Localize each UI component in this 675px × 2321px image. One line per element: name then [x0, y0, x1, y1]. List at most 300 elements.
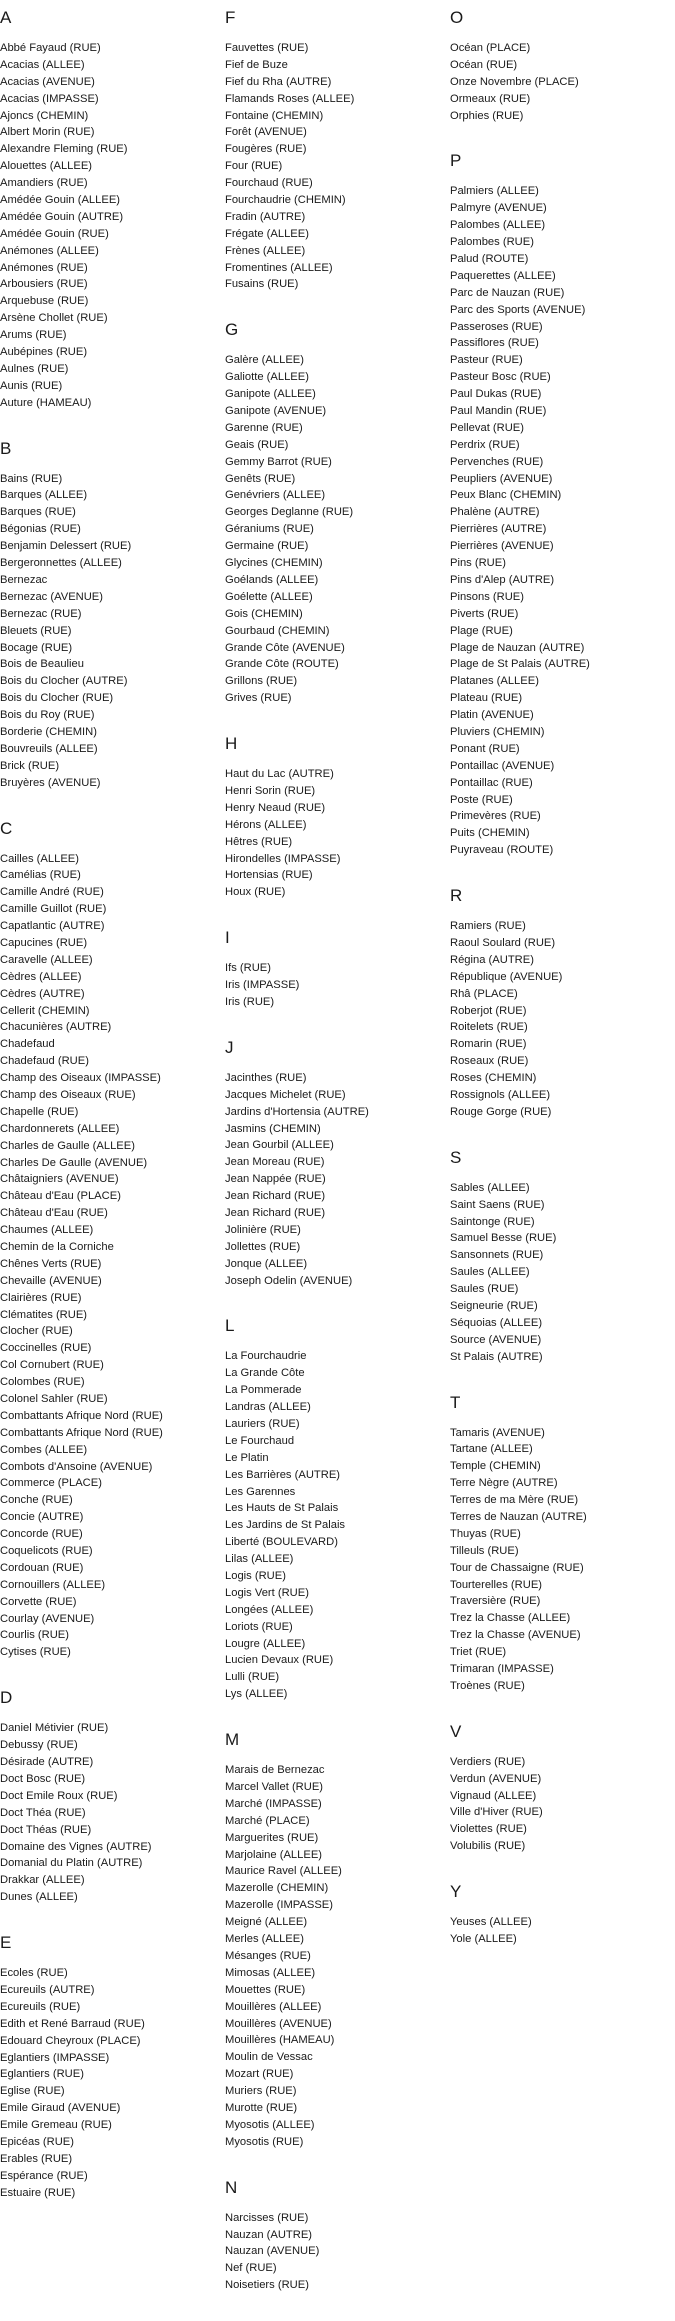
- street-link[interactable]: Tourterelles (RUE): [450, 1578, 543, 1591]
- street-link[interactable]: Les Garennes: [225, 1485, 296, 1498]
- street-link[interactable]: Pinsons (RUE): [450, 590, 524, 603]
- street-link[interactable]: Marché (PLACE): [225, 1814, 310, 1827]
- street-link[interactable]: Clocher (RUE): [0, 1325, 73, 1338]
- street-link[interactable]: Bernezac (RUE): [0, 607, 82, 620]
- street-link[interactable]: Commerce (PLACE): [0, 1477, 102, 1490]
- street-link[interactable]: Domaine des Vignes (AUTRE): [0, 1840, 152, 1853]
- street-link[interactable]: Plage (RUE): [450, 624, 513, 637]
- street-link[interactable]: Champ des Oiseaux (IMPASSE): [0, 1072, 161, 1085]
- street-link[interactable]: Pasteur (RUE): [450, 354, 523, 367]
- street-link[interactable]: Edouard Cheyroux (PLACE): [0, 2034, 141, 2047]
- street-link[interactable]: Géraniums (RUE): [225, 523, 314, 536]
- street-link[interactable]: Fromentines (ALLEE): [225, 261, 333, 274]
- street-link[interactable]: Mouillères (HAMEAU): [225, 2034, 335, 2047]
- street-link[interactable]: Jasmins (CHEMIN): [225, 1122, 321, 1135]
- street-link[interactable]: Chardonnerets (ALLEE): [0, 1122, 120, 1135]
- street-link[interactable]: Galiotte (ALLEE): [225, 371, 309, 384]
- street-link[interactable]: La Pommerade: [225, 1384, 302, 1397]
- street-link[interactable]: Benjamin Delessert (RUE): [0, 540, 132, 553]
- street-link[interactable]: Troènes (RUE): [450, 1679, 525, 1692]
- street-link[interactable]: Ecureuils (AUTRE): [0, 1983, 95, 1996]
- street-link[interactable]: Genévriers (ALLEE): [225, 489, 326, 502]
- street-link[interactable]: Eglantiers (IMPASSE): [0, 2051, 110, 2064]
- street-link[interactable]: Combattants Afrique Nord (RUE): [0, 1409, 163, 1422]
- street-link[interactable]: Palombes (RUE): [450, 236, 534, 249]
- street-link[interactable]: Bernezac (AVENUE): [0, 590, 103, 603]
- street-link[interactable]: Chacunières (AUTRE): [0, 1021, 112, 1034]
- street-link[interactable]: Pierrières (AUTRE): [450, 523, 547, 536]
- street-link[interactable]: Piverts (RUE): [450, 607, 519, 620]
- street-link[interactable]: Parc de Nauzan (RUE): [450, 286, 565, 299]
- street-link[interactable]: Saintonge (RUE): [450, 1215, 535, 1228]
- street-link[interactable]: Château d'Eau (PLACE): [0, 1190, 121, 1203]
- street-link[interactable]: Bois du Roy (RUE): [0, 709, 95, 722]
- street-link[interactable]: Alouettes (ALLEE): [0, 160, 93, 173]
- street-link[interactable]: Genêts (RUE): [225, 472, 296, 485]
- street-link[interactable]: Four (RUE): [225, 160, 283, 173]
- street-link[interactable]: Gemmy Barrot (RUE): [225, 455, 332, 468]
- street-link[interactable]: Amédée Gouin (RUE): [0, 227, 109, 240]
- street-link[interactable]: Vignaud (ALLEE): [450, 1789, 537, 1802]
- street-link[interactable]: Borderie (CHEMIN): [0, 725, 97, 738]
- street-link[interactable]: Daniel Métivier (RUE): [0, 1722, 109, 1735]
- street-link[interactable]: Erables (RUE): [0, 2152, 73, 2165]
- street-link[interactable]: Jonque (ALLEE): [225, 1257, 308, 1270]
- street-link[interactable]: Marché (IMPASSE): [225, 1797, 322, 1810]
- street-link[interactable]: Trimaran (IMPASSE): [450, 1663, 554, 1676]
- street-link[interactable]: Nef (RUE): [225, 2262, 277, 2275]
- street-link[interactable]: Jean Nappée (RUE): [225, 1173, 326, 1186]
- street-link[interactable]: Col Cornubert (RUE): [0, 1359, 104, 1372]
- street-link[interactable]: Combattants Afrique Nord (RUE): [0, 1426, 163, 1439]
- street-link[interactable]: Marjolaine (ALLEE): [225, 1848, 323, 1861]
- street-link[interactable]: Pontaillac (AVENUE): [450, 759, 555, 772]
- street-link[interactable]: Marais de Bernezac: [225, 1764, 325, 1777]
- street-link[interactable]: Les Jardins de St Palais: [225, 1519, 346, 1532]
- street-link[interactable]: Bergeronnettes (ALLEE): [0, 557, 122, 570]
- street-link[interactable]: Charles de Gaulle (ALLEE): [0, 1139, 135, 1152]
- street-link[interactable]: Jean Gourbil (ALLEE): [225, 1139, 334, 1152]
- street-link[interactable]: Château d'Eau (RUE): [0, 1207, 108, 1220]
- street-link[interactable]: Debussy (RUE): [0, 1739, 78, 1752]
- street-link[interactable]: Chênes Verts (RUE): [0, 1257, 102, 1270]
- street-link[interactable]: Germaine (RUE): [225, 540, 309, 553]
- street-link[interactable]: Séquoias (ALLEE): [450, 1316, 543, 1329]
- street-link[interactable]: Les Hauts de St Palais: [225, 1502, 339, 1515]
- street-link[interactable]: Bains (RUE): [0, 472, 63, 485]
- street-link[interactable]: Seigneurie (RUE): [450, 1300, 538, 1312]
- street-link[interactable]: Dunes (ALLEE): [0, 1891, 78, 1904]
- street-link[interactable]: Verdun (AVENUE): [450, 1772, 542, 1785]
- street-link[interactable]: Thuyas (RUE): [450, 1527, 521, 1540]
- street-link[interactable]: Passeroses (RUE): [450, 320, 543, 333]
- street-link[interactable]: Ecureuils (RUE): [0, 2000, 81, 2013]
- street-link[interactable]: Doct Emile Roux (RUE): [0, 1789, 118, 1802]
- street-link[interactable]: Saules (ALLEE): [450, 1266, 530, 1279]
- street-link[interactable]: Garenne (RUE): [225, 421, 303, 434]
- street-link[interactable]: Doct Théa (RUE): [0, 1806, 86, 1819]
- street-link[interactable]: Poste (RUE): [450, 793, 513, 806]
- street-link[interactable]: Aubépines (RUE): [0, 346, 88, 359]
- street-link[interactable]: Pluviers (CHEMIN): [450, 725, 545, 738]
- street-link[interactable]: Amandiers (RUE): [0, 177, 88, 190]
- street-link[interactable]: Cèdres (AUTRE): [0, 987, 85, 1000]
- street-link[interactable]: Pontaillac (RUE): [450, 776, 533, 789]
- street-link[interactable]: Chapelle (RUE): [0, 1105, 79, 1118]
- street-link[interactable]: Epicéas (RUE): [0, 2135, 74, 2148]
- street-link[interactable]: Roitelets (RUE): [450, 1021, 528, 1034]
- street-link[interactable]: Lucien Devaux (RUE): [225, 1654, 334, 1667]
- street-link[interactable]: Doct Bosc (RUE): [0, 1772, 86, 1785]
- street-link[interactable]: Barques (ALLEE): [0, 489, 88, 502]
- street-link[interactable]: Bois du Clocher (RUE): [0, 692, 114, 705]
- street-link[interactable]: Emile Giraud (AVENUE): [0, 2102, 121, 2115]
- street-link[interactable]: Amédée Gouin (ALLEE): [0, 194, 121, 207]
- street-link[interactable]: Paul Mandin (RUE): [450, 405, 547, 418]
- street-link[interactable]: Amédée Gouin (AUTRE): [0, 210, 124, 223]
- street-link[interactable]: Courlay (AVENUE): [0, 1612, 95, 1625]
- street-link[interactable]: Nauzan (AUTRE): [225, 2228, 313, 2241]
- street-link[interactable]: Goélette (ALLEE): [225, 590, 313, 603]
- street-link[interactable]: Capucines (RUE): [0, 936, 88, 949]
- street-link[interactable]: Coccinelles (RUE): [0, 1342, 92, 1355]
- street-link[interactable]: Verdiers (RUE): [450, 1755, 526, 1768]
- street-link[interactable]: Forêt (AVENUE): [225, 126, 307, 139]
- street-link[interactable]: Marcel Vallet (RUE): [225, 1781, 324, 1794]
- street-link[interactable]: Muriers (RUE): [225, 2085, 297, 2098]
- street-link[interactable]: Mouillères (ALLEE): [225, 2000, 322, 2013]
- street-link[interactable]: Ganipote (ALLEE): [225, 388, 316, 401]
- street-link[interactable]: Ganipote (AVENUE): [225, 405, 327, 418]
- street-link[interactable]: Jean Moreau (RUE): [225, 1156, 325, 1169]
- street-link[interactable]: Arbousiers (RUE): [0, 278, 88, 291]
- street-link[interactable]: Tilleuls (RUE): [450, 1544, 519, 1557]
- street-link[interactable]: Lilas (ALLEE): [225, 1553, 294, 1566]
- street-link[interactable]: Jean Richard (RUE): [225, 1190, 326, 1203]
- street-link[interactable]: Acacias (AVENUE): [0, 75, 95, 88]
- street-link[interactable]: Bruyères (AVENUE): [0, 776, 101, 789]
- street-link[interactable]: Concie (AUTRE): [0, 1511, 84, 1524]
- street-link[interactable]: Chaumes (ALLEE): [0, 1224, 94, 1237]
- street-link[interactable]: Doct Théas (RUE): [0, 1823, 92, 1836]
- street-link[interactable]: Coquelicots (RUE): [0, 1545, 93, 1558]
- street-link[interactable]: Lulli (RUE): [225, 1671, 280, 1684]
- street-link[interactable]: Puyraveau (ROUTE): [450, 844, 554, 857]
- street-link[interactable]: Sables (ALLEE): [450, 1181, 530, 1194]
- street-link[interactable]: Conche (RUE): [0, 1494, 73, 1507]
- street-link[interactable]: Corvette (RUE): [0, 1595, 77, 1608]
- street-link[interactable]: Iris (RUE): [225, 995, 275, 1008]
- street-link[interactable]: Aunis (RUE): [0, 379, 63, 392]
- street-link[interactable]: Jacques Michelet (RUE): [225, 1088, 346, 1101]
- street-link[interactable]: Onze Novembre (PLACE): [450, 75, 579, 88]
- street-link[interactable]: Saules (RUE): [450, 1283, 519, 1296]
- street-link[interactable]: Fauvettes (RUE): [225, 42, 309, 54]
- street-link[interactable]: Arsène Chollet (RUE): [0, 312, 108, 325]
- street-link[interactable]: Bocage (RUE): [0, 641, 73, 654]
- street-link[interactable]: Frégate (ALLEE): [225, 227, 309, 240]
- street-link[interactable]: Parc des Sports (AVENUE): [450, 303, 586, 316]
- street-link[interactable]: Espérance (RUE): [0, 2169, 88, 2182]
- street-link[interactable]: Ramiers (RUE): [450, 920, 526, 933]
- street-link[interactable]: Gois (CHEMIN): [225, 607, 303, 620]
- street-link[interactable]: Pins (RUE): [450, 557, 506, 570]
- street-link[interactable]: Clairières (RUE): [0, 1291, 82, 1304]
- street-link[interactable]: Eglantiers (RUE): [0, 2068, 84, 2081]
- street-link[interactable]: Régina (AUTRE): [450, 953, 534, 966]
- street-link[interactable]: Hortensias (RUE): [225, 869, 313, 882]
- street-link[interactable]: Brick (RUE): [0, 759, 60, 772]
- street-link[interactable]: Terres de ma Mère (RUE): [450, 1494, 579, 1507]
- street-link[interactable]: Roseaux (RUE): [450, 1055, 529, 1068]
- street-link[interactable]: Liberté (BOULEVARD): [225, 1536, 338, 1549]
- street-link[interactable]: Bégonias (RUE): [0, 523, 81, 536]
- street-link[interactable]: Logis Vert (RUE): [225, 1586, 309, 1599]
- street-link[interactable]: Fougères (RUE): [225, 143, 307, 156]
- street-link[interactable]: Gourbaud (CHEMIN): [225, 624, 330, 637]
- street-link[interactable]: Moulin de Vessac: [225, 2051, 313, 2064]
- street-link[interactable]: Raoul Soulard (RUE): [450, 936, 556, 949]
- street-link[interactable]: Volubilis (RUE): [450, 1840, 526, 1853]
- street-link[interactable]: Colonel Sahler (RUE): [0, 1393, 108, 1406]
- street-link[interactable]: Jolinière (RUE): [225, 1223, 301, 1236]
- street-link[interactable]: Mazerolle (CHEMIN): [225, 1882, 329, 1895]
- street-link[interactable]: Capatlantic (AUTRE): [0, 920, 105, 933]
- street-link[interactable]: Lys (ALLEE): [225, 1688, 288, 1701]
- street-link[interactable]: Paquerettes (ALLEE): [450, 269, 556, 282]
- street-link[interactable]: Loriots (RUE): [225, 1620, 293, 1633]
- street-link[interactable]: Tamaris (AVENUE): [450, 1426, 545, 1439]
- street-link[interactable]: Cordouan (RUE): [0, 1561, 84, 1574]
- street-link[interactable]: Mouillères (AVENUE): [225, 2017, 332, 2030]
- street-link[interactable]: Iris (IMPASSE): [225, 979, 300, 992]
- street-link[interactable]: Auture (HAMEAU): [0, 396, 92, 409]
- street-link[interactable]: Bois du Clocher (AUTRE): [0, 675, 128, 688]
- street-link[interactable]: Arquebuse (RUE): [0, 295, 89, 308]
- street-link[interactable]: Georges Deglanne (RUE): [225, 506, 354, 519]
- street-link[interactable]: Geais (RUE): [225, 438, 289, 451]
- street-link[interactable]: Fusains (RUE): [225, 278, 299, 291]
- street-link[interactable]: Fief de Buze: [225, 58, 288, 71]
- street-link[interactable]: Châtaigniers (AVENUE): [0, 1173, 119, 1186]
- street-link[interactable]: Noisetiers (RUE): [225, 2279, 309, 2292]
- street-link[interactable]: Bleuets (RUE): [0, 624, 72, 637]
- street-link[interactable]: Grillons (RUE): [225, 675, 298, 688]
- street-link[interactable]: Camille André (RUE): [0, 886, 104, 899]
- street-link[interactable]: Océan (RUE): [450, 58, 518, 71]
- street-link[interactable]: Alexandre Fleming (RUE): [0, 143, 128, 156]
- street-link[interactable]: La Fourchaudrie: [225, 1350, 307, 1363]
- street-link[interactable]: Jacinthes (RUE): [225, 1071, 307, 1084]
- street-link[interactable]: Rouge Gorge (RUE): [450, 1105, 552, 1118]
- street-link[interactable]: Marguerites (RUE): [225, 1831, 319, 1844]
- street-link[interactable]: Acacias (ALLEE): [0, 58, 85, 71]
- street-link[interactable]: Océan (PLACE): [450, 42, 531, 54]
- street-link[interactable]: Maurice Ravel (ALLEE): [225, 1865, 342, 1878]
- street-link[interactable]: Phalène (AUTRE): [450, 506, 540, 519]
- street-link[interactable]: Saint Saens (RUE): [450, 1198, 545, 1211]
- street-link[interactable]: Myosotis (ALLEE): [225, 2118, 315, 2131]
- street-link[interactable]: Cailles (ALLEE): [0, 852, 79, 865]
- street-link[interactable]: Triet (RUE): [450, 1646, 507, 1659]
- street-link[interactable]: Chadefaud: [0, 1038, 55, 1051]
- street-link[interactable]: Violettes (RUE): [450, 1823, 527, 1836]
- street-link[interactable]: Aulnes (RUE): [0, 362, 69, 375]
- street-link[interactable]: Frènes (ALLEE): [225, 244, 306, 257]
- street-link[interactable]: Pervenches (RUE): [450, 455, 544, 468]
- street-link[interactable]: Chadefaud (RUE): [0, 1055, 89, 1068]
- street-link[interactable]: Jollettes (RUE): [225, 1240, 301, 1253]
- street-link[interactable]: Glycines (CHEMIN): [225, 557, 323, 570]
- street-link[interactable]: Pellevat (RUE): [450, 421, 524, 434]
- street-link[interactable]: Nauzan (AVENUE): [225, 2245, 320, 2258]
- street-link[interactable]: Mimosas (ALLEE): [225, 1966, 316, 1979]
- street-link[interactable]: Emile Gremeau (RUE): [0, 2119, 112, 2132]
- street-link[interactable]: Chevaille (AVENUE): [0, 1274, 102, 1287]
- street-link[interactable]: Ecoles (RUE): [0, 1967, 68, 1980]
- street-link[interactable]: Peux Blanc (CHEMIN): [450, 489, 562, 502]
- street-link[interactable]: Ormeaux (RUE): [450, 92, 531, 105]
- street-link[interactable]: Fradin (AUTRE): [225, 210, 306, 223]
- street-link[interactable]: Camille Guillot (RUE): [0, 903, 107, 916]
- street-link[interactable]: Mazerolle (IMPASSE): [225, 1899, 333, 1912]
- street-link[interactable]: Sansonnets (RUE): [450, 1249, 544, 1262]
- street-link[interactable]: Ponant (RUE): [450, 742, 520, 755]
- street-link[interactable]: Roses (CHEMIN): [450, 1072, 537, 1085]
- street-link[interactable]: Platanes (ALLEE): [450, 675, 539, 688]
- street-link[interactable]: Paul Dukas (RUE): [450, 388, 542, 401]
- street-link[interactable]: Ifs (RUE): [225, 962, 271, 975]
- street-link[interactable]: Goélands (ALLEE): [225, 573, 319, 586]
- street-link[interactable]: Drakkar (ALLEE): [0, 1874, 85, 1887]
- street-link[interactable]: Eglise (RUE): [0, 2085, 65, 2098]
- street-link[interactable]: Henri Sorin (RUE): [225, 784, 316, 797]
- street-link[interactable]: Le Platin: [225, 1451, 269, 1464]
- street-link[interactable]: Camélias (RUE): [0, 869, 81, 882]
- street-link[interactable]: Cellerit (CHEMIN): [0, 1004, 90, 1017]
- street-link[interactable]: Palmiers (ALLEE): [450, 185, 539, 198]
- street-link[interactable]: Primevères (RUE): [450, 810, 541, 823]
- street-link[interactable]: Fourchaudrie (CHEMIN): [225, 194, 346, 207]
- street-link[interactable]: Hérons (ALLEE): [225, 818, 307, 831]
- street-link[interactable]: Grande Côte (ROUTE): [225, 658, 339, 671]
- street-link[interactable]: Lauriers (RUE): [225, 1418, 300, 1430]
- street-link[interactable]: Abbé Fayaud (RUE): [0, 42, 101, 54]
- street-link[interactable]: Puits (CHEMIN): [450, 827, 530, 840]
- street-link[interactable]: Rhâ (PLACE): [450, 987, 518, 1000]
- street-link[interactable]: Charles De Gaulle (AVENUE): [0, 1156, 148, 1169]
- street-link[interactable]: Anémones (RUE): [0, 261, 88, 274]
- street-link[interactable]: Pierrières (AVENUE): [450, 540, 554, 553]
- street-link[interactable]: Grande Côte (AVENUE): [225, 641, 345, 654]
- street-link[interactable]: Source (AVENUE): [450, 1333, 542, 1346]
- street-link[interactable]: Combots d'Ansoine (AVENUE): [0, 1460, 153, 1473]
- street-link[interactable]: Jardins d'Hortensia (AUTRE): [225, 1105, 369, 1118]
- street-link[interactable]: Bois de Beaulieu: [0, 658, 84, 671]
- street-link[interactable]: Pasteur Bosc (RUE): [450, 371, 551, 384]
- street-link[interactable]: Lougre (ALLEE): [225, 1637, 306, 1650]
- street-link[interactable]: Passiflores (RUE): [450, 337, 539, 350]
- street-link[interactable]: Champ des Oiseaux (RUE): [0, 1088, 136, 1101]
- street-link[interactable]: Edith et René Barraud (RUE): [0, 2017, 145, 2030]
- street-link[interactable]: Mouettes (RUE): [225, 1983, 306, 1996]
- street-link[interactable]: Cytises (RUE): [0, 1646, 71, 1659]
- street-link[interactable]: Bernezac: [0, 573, 48, 586]
- street-link[interactable]: Murotte (RUE): [225, 2101, 298, 2114]
- street-link[interactable]: Fief du Rha (AUTRE): [225, 75, 332, 88]
- street-link[interactable]: Ajoncs (CHEMIN): [0, 109, 89, 122]
- street-link[interactable]: Cèdres (ALLEE): [0, 970, 82, 983]
- street-link[interactable]: Jean Richard (RUE): [225, 1206, 326, 1219]
- street-link[interactable]: Concorde (RUE): [0, 1528, 83, 1541]
- street-link[interactable]: Merles (ALLEE): [225, 1933, 304, 1946]
- street-link[interactable]: Combes (ALLEE): [0, 1443, 88, 1456]
- street-link[interactable]: Bouvreuils (ALLEE): [0, 742, 98, 755]
- street-link[interactable]: Samuel Besse (RUE): [450, 1232, 557, 1245]
- street-link[interactable]: Landras (ALLEE): [225, 1401, 311, 1414]
- street-link[interactable]: Tour de Chassaigne (RUE): [450, 1561, 584, 1574]
- street-link[interactable]: Flamands Roses (ALLEE): [225, 92, 355, 105]
- street-link[interactable]: Désirade (AUTRE): [0, 1756, 94, 1769]
- street-link[interactable]: Estuaire (RUE): [0, 2186, 76, 2199]
- street-link[interactable]: Haut du Lac (AUTRE): [225, 768, 334, 781]
- street-link[interactable]: Platin (AVENUE): [450, 709, 534, 722]
- street-link[interactable]: Trez la Chasse (ALLEE): [450, 1612, 571, 1625]
- street-link[interactable]: Roberjot (RUE): [450, 1004, 527, 1017]
- street-link[interactable]: Yeuses (ALLEE): [450, 1916, 532, 1929]
- street-link[interactable]: Terre Nègre (AUTRE): [450, 1477, 558, 1490]
- street-link[interactable]: Colombes (RUE): [0, 1376, 85, 1389]
- street-link[interactable]: Temple (CHEMIN): [450, 1460, 541, 1473]
- street-link[interactable]: Mozart (RUE): [225, 2068, 294, 2081]
- street-link[interactable]: Trez la Chasse (AVENUE): [450, 1629, 581, 1642]
- street-link[interactable]: La Grande Côte: [225, 1367, 305, 1380]
- street-link[interactable]: Cornouillers (ALLEE): [0, 1578, 106, 1591]
- street-link[interactable]: Grives (RUE): [225, 692, 292, 705]
- street-link[interactable]: Palmyre (AVENUE): [450, 202, 547, 215]
- street-link[interactable]: Peupliers (AVENUE): [450, 472, 553, 485]
- street-link[interactable]: Arums (RUE): [0, 329, 67, 342]
- street-link[interactable]: Acacias (IMPASSE): [0, 92, 99, 105]
- street-link[interactable]: Hêtres (RUE): [225, 835, 293, 848]
- street-link[interactable]: Albert Morin (RUE): [0, 126, 95, 139]
- street-link[interactable]: Plateau (RUE): [450, 692, 523, 705]
- street-link[interactable]: Domanial du Platin (AUTRE): [0, 1857, 143, 1870]
- street-link[interactable]: Longées (ALLEE): [225, 1603, 314, 1616]
- street-link[interactable]: Galère (ALLEE): [225, 354, 304, 367]
- street-link[interactable]: Myosotis (RUE): [225, 2135, 304, 2148]
- street-link[interactable]: Pins d'Alep (AUTRE): [450, 573, 555, 586]
- street-link[interactable]: Joseph Odelin (AVENUE): [225, 1274, 353, 1287]
- street-link[interactable]: Caravelle (ALLEE): [0, 953, 93, 966]
- street-link[interactable]: Palombes (ALLEE): [450, 219, 546, 232]
- street-link[interactable]: Courlis (RUE): [0, 1629, 69, 1642]
- street-link[interactable]: Plage de St Palais (AUTRE): [450, 658, 590, 671]
- street-link[interactable]: Meigné (ALLEE): [225, 1916, 308, 1929]
- street-link[interactable]: Chemin de la Corniche: [0, 1241, 114, 1253]
- street-link[interactable]: Orphies (RUE): [450, 109, 524, 122]
- street-link[interactable]: Logis (RUE): [225, 1570, 286, 1583]
- street-link[interactable]: Perdrix (RUE): [450, 438, 520, 451]
- street-link[interactable]: Le Fourchaud: [225, 1434, 295, 1447]
- street-link[interactable]: Traversière (RUE): [450, 1595, 541, 1608]
- street-link[interactable]: Anémones (ALLEE): [0, 244, 99, 257]
- street-link[interactable]: Yole (ALLEE): [450, 1933, 517, 1946]
- street-link[interactable]: Les Barrières (AUTRE): [225, 1468, 341, 1481]
- street-link[interactable]: Palud (ROUTE): [450, 253, 529, 266]
- street-link[interactable]: Plage de Nauzan (AUTRE): [450, 641, 585, 654]
- street-link[interactable]: Tartane (ALLEE): [450, 1443, 533, 1456]
